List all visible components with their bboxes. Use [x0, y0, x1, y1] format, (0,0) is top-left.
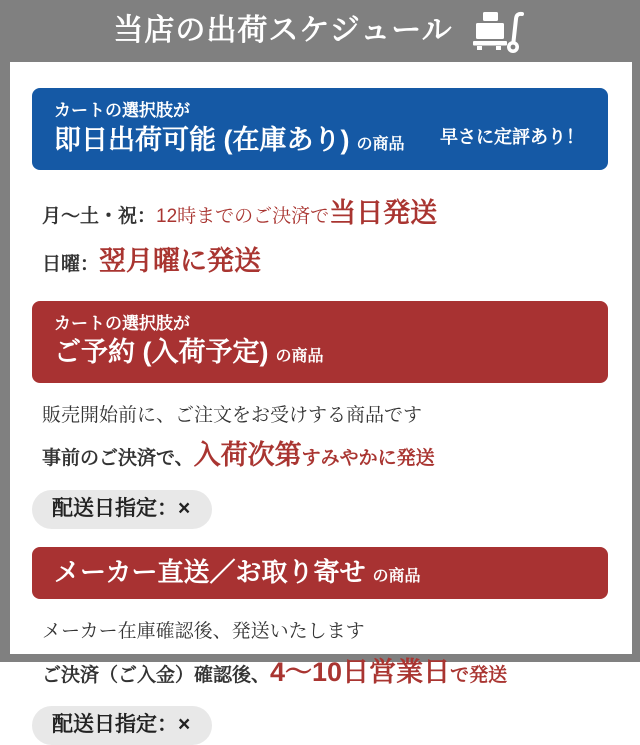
banner-immediate-line1: カートの選択肢が [54, 101, 190, 120]
direct-pill-row [32, 706, 608, 745]
banner-direct-suffix: の商品 [372, 567, 421, 585]
banner-preorder [32, 301, 608, 383]
immediate-info-line2 [42, 238, 608, 285]
direct-line2-big: 4～10日営業日 [270, 656, 451, 687]
preorder-line2-label: 事前のご決済で、 [42, 448, 194, 470]
banner-preorder-big [54, 336, 588, 370]
direct-info [42, 615, 608, 696]
preorder-info-line1 [42, 399, 608, 432]
preorder-pill-row [32, 490, 608, 529]
preorder-delivery-date-badge: 配送日指定：× [32, 490, 212, 529]
page-title: 当店の出荷スケジュール [113, 14, 453, 47]
preorder-line2-big: 入荷次第 [193, 440, 302, 471]
banner-immediate-note: 早さに定評あり！ [440, 126, 584, 147]
immediate-line2-big: 翌月曜に発送 [99, 245, 262, 276]
immediate-line1-big: 当日発送 [329, 198, 438, 229]
preorder-line2-tail: すみやかに発送 [301, 448, 435, 470]
direct-info-line2 [42, 649, 608, 696]
banner-immediate-shipping [32, 88, 608, 170]
direct-line1-text: メーカー在庫確認後、発送いたします [42, 621, 365, 643]
preorder-info-line2 [42, 432, 608, 479]
immediate-line1-label: 月～土・祝： [42, 206, 157, 228]
preorder-line1-text: 販売開始前に、ご注文をお受けする商品です [42, 405, 423, 426]
immediate-line2-label: 日曜： [42, 253, 100, 275]
header [0, 0, 640, 62]
content-panel [10, 62, 632, 736]
banner-immediate-big-text: 即日出荷可能 (在庫あり) [54, 124, 350, 155]
immediate-info [42, 190, 608, 285]
banner-direct-big [54, 556, 588, 589]
banner-direct-big-text: メーカー直送／お取り寄せ [54, 556, 366, 587]
banner-maker-direct [32, 547, 608, 600]
banner-immediate-suffix: の商品 [356, 135, 405, 153]
direct-info-line1 [42, 615, 608, 648]
direct-line2-label: ご決済（ご入金）確認後、 [42, 664, 271, 686]
banner-preorder-big-text: ご予約 (入荷予定) [54, 337, 269, 368]
preorder-info [42, 399, 608, 480]
direct-delivery-date-badge: 配送日指定：× [32, 706, 212, 745]
hand-truck-icon [469, 10, 527, 54]
banner-preorder-suffix: の商品 [275, 348, 324, 366]
immediate-info-line1 [42, 190, 608, 237]
immediate-line1-mid: 12時までのご決済で [156, 206, 330, 228]
banner-preorder-line1: カートの選択肢が [54, 313, 190, 333]
direct-line2-tail: で発送 [450, 664, 508, 686]
